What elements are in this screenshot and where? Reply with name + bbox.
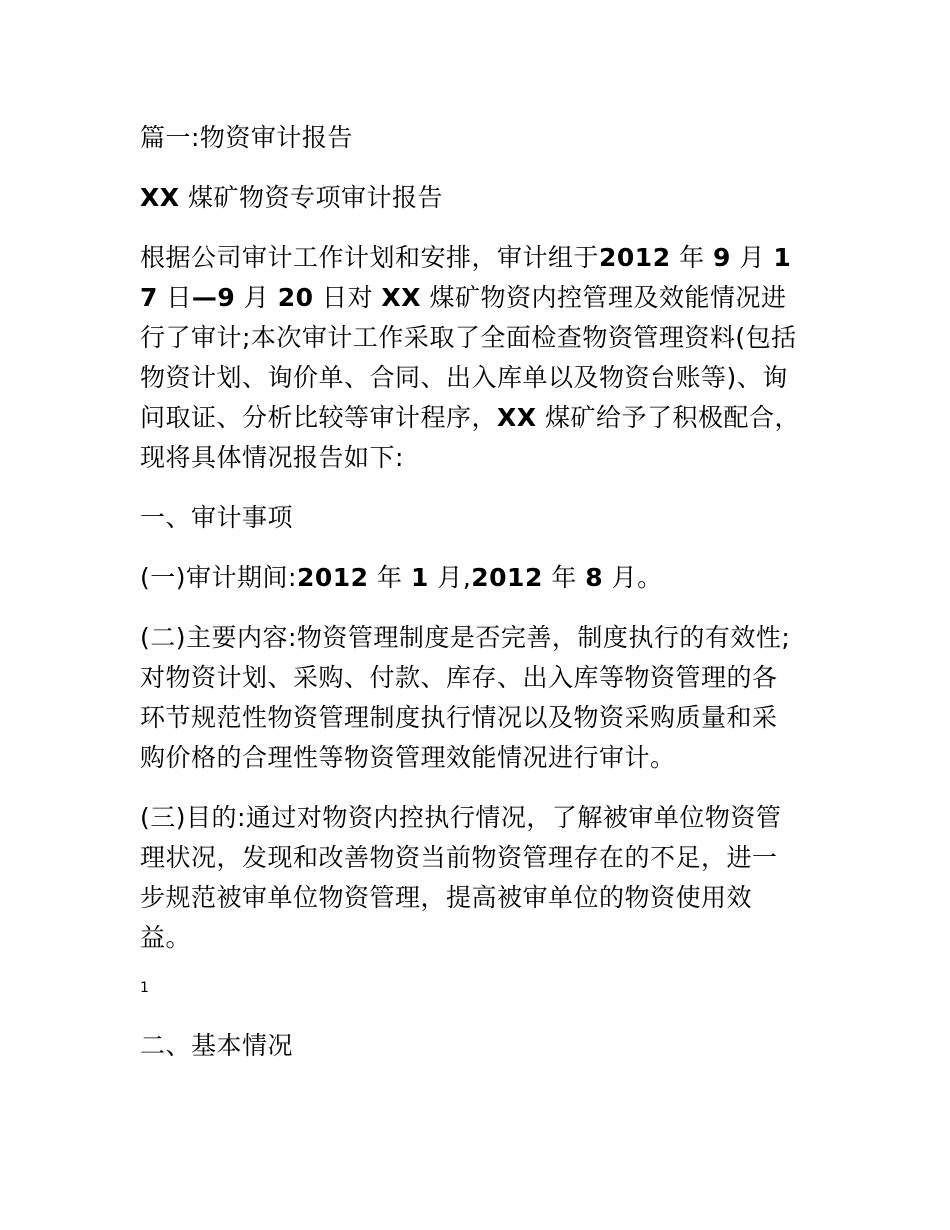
main-content-item: (二)主要内容:物资管理制度是否完善，制度执行的有效性;对物资计划、采购、付款、库存、出入库等物资管理的各环节规范性物资管理制度执行情况以及物资采购质量和采购价格的合理性等物资管理效能情况进行审计。 bbox=[140, 623, 791, 772]
intro-text: 煤矿给予了积极配合，现将具体情况报告如下: bbox=[140, 403, 801, 472]
intro-text: 日 bbox=[166, 283, 192, 312]
audit-period-text: 年 bbox=[376, 563, 403, 592]
intro-text: 根据公司审计工作计划和安排，审计组于 bbox=[140, 243, 600, 272]
audit-period-number: 2012 bbox=[296, 563, 369, 592]
document-page bbox=[140, 118, 802, 1086]
intro-number: —9 bbox=[191, 283, 236, 312]
audit-period-text: 月。 bbox=[611, 563, 663, 592]
audit-period-item bbox=[140, 558, 802, 598]
section-title: 篇一:物资审计报告 bbox=[140, 123, 353, 152]
audit-period-number: 2012 bbox=[471, 563, 543, 592]
page-number: 1 bbox=[140, 980, 149, 996]
audit-period-text: 月, bbox=[437, 563, 472, 592]
report-title-rest: 煤矿物资专项审计报告 bbox=[188, 183, 444, 212]
intro-number: XX bbox=[381, 283, 421, 312]
purpose-item: (三)目的:通过对物资内控执行情况，了解被审单位物资管理状况，发现和改善物资当前物资管理存在的不足，进一步规范被审单位物资管理，提高被审单位的物资使用效益。 bbox=[140, 803, 782, 952]
report-title bbox=[140, 178, 802, 218]
audit-period-text: 年 bbox=[551, 563, 577, 592]
intro-number: 20 bbox=[277, 283, 314, 312]
intro-number: XX bbox=[497, 403, 537, 432]
intro-text: 年 bbox=[679, 243, 705, 272]
intro-paragraph bbox=[140, 238, 802, 478]
audit-period-number: 1 bbox=[410, 563, 429, 592]
intro-text: 月 bbox=[243, 283, 270, 312]
heading-audit-matters: 一、审计事项 bbox=[140, 503, 294, 532]
heading-basic-situation: 二、基本情况 bbox=[140, 1031, 294, 1060]
report-title-prefix: XX bbox=[140, 183, 180, 212]
intro-number: 17 bbox=[140, 243, 792, 312]
intro-text: 月 bbox=[739, 243, 765, 272]
intro-text: 煤矿物资内控管理及效能情况进行了审计;本次审计工作采取了全面检查物资管理资料(包括物资计划、询价单、合同、出入库单以及物资台账等)、询问取证、分析比较等审计程序， bbox=[140, 283, 797, 432]
intro-number: 2012 bbox=[599, 243, 671, 272]
audit-period-number: 8 bbox=[585, 563, 604, 592]
intro-number: 9 bbox=[713, 243, 731, 272]
intro-text: 日对 bbox=[321, 283, 373, 312]
audit-period-label: (一)审计期间: bbox=[140, 563, 297, 592]
